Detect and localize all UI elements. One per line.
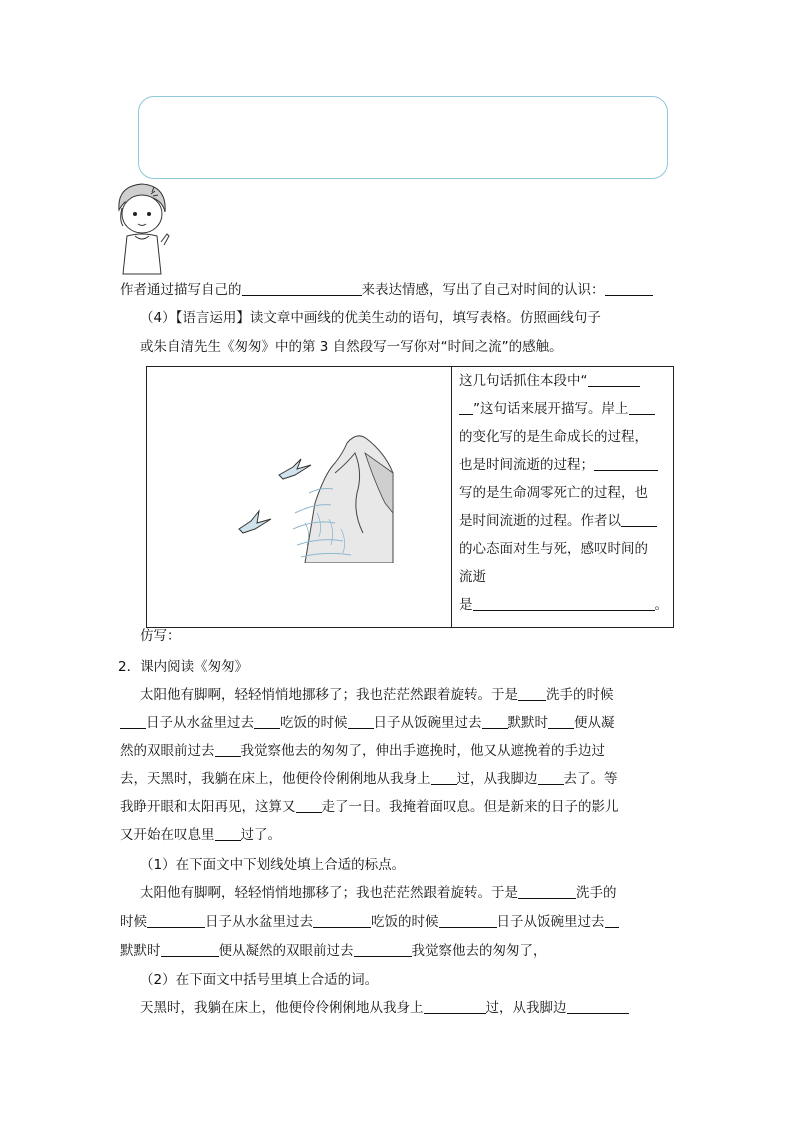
blank-underline[interactable] [518, 884, 576, 899]
q1-text: 日子从饭碗里过去 [496, 914, 605, 930]
table-cell-line [459, 511, 657, 531]
cell-text: 这几句话抓住本段中“ [459, 373, 588, 389]
q4-line-2: 或朱自清先生《匆匆》中的第 3 自然段写一写你对“时间之流”的感触。 [140, 339, 563, 355]
passage-text: 便从凝 [574, 715, 615, 731]
imitate-label: 仿写： [140, 628, 181, 644]
passage-text: 过了。 [240, 827, 281, 843]
q1-title: （1）在下面文中下划线处填上合适的标点。 [140, 857, 406, 873]
passage-text: 太阳他有脚啊，轻轻悄悄地挪移了；我也茫茫然跟着旋转。于是 [140, 687, 518, 703]
passage-line [120, 797, 619, 817]
blank-underline[interactable] [254, 714, 280, 729]
passage-text: 去，天黑时，我躺在床上，他便伶伶俐俐地从我身上 [120, 771, 431, 787]
intro-text: 作者通过描写自己的 [120, 282, 242, 298]
section-2-title: 2．课内阅读《匆匆》 [118, 659, 249, 675]
blank-underline[interactable] [296, 798, 322, 813]
blank-underline[interactable] [605, 281, 653, 296]
blank-underline[interactable] [431, 770, 457, 785]
table-cell-line: 写的是生命凋零死亡的过程，也 [459, 485, 648, 501]
q2-text: 过，从我脚边 [485, 1000, 567, 1016]
passage-text: 我觉察他去的匆匆了，伸出手遮挽时，他又从遮挽着的手边过 [240, 743, 605, 759]
passage-text: 吃饭的时候 [280, 715, 348, 731]
intro-line [120, 280, 653, 300]
blank-underline[interactable] [548, 714, 574, 729]
table-cell-line [459, 595, 668, 615]
table-cell-line: 的心态面对生与死，感叹时间的 [459, 541, 648, 557]
passage-line [120, 769, 618, 789]
cell-text: ”这句话来展开描写。岸上 [473, 401, 629, 417]
blank-underline[interactable] [605, 913, 619, 928]
blank-underline[interactable] [594, 456, 658, 471]
blank-underline[interactable] [424, 999, 486, 1014]
passage-text: 去了。等 [563, 771, 618, 787]
answer-table [146, 366, 674, 628]
q1-text: 洗手的 [576, 885, 617, 901]
passage-text: 我睁开眼和太阳再见，这算又 [120, 799, 296, 815]
q4-line-1: （4）【语言运用】读文章中画线的优美生动的语句，填写表格。仿照画线句子 [140, 310, 601, 326]
blank-underline[interactable] [242, 281, 362, 296]
q2-text: 天黑时，我躺在床上，他便伶伶俐俐地从我身上 [140, 1000, 424, 1016]
table-cell-line: 流逝 [459, 569, 486, 585]
cell-text: 是时间流逝的过程。作者以 [459, 513, 621, 529]
q1-text: 日子从水盆里过去 [205, 914, 313, 930]
blank-underline[interactable] [215, 742, 241, 757]
blank-underline[interactable] [147, 913, 205, 928]
q1-text: 默默时 [120, 943, 161, 959]
passage-text: 洗手的时候 [546, 687, 614, 703]
q1-text: 我觉察他去的匆匆了， [411, 943, 547, 959]
q1-text: 太阳他有脚啊，轻轻悄悄地挪移了；我也茫茫然跟着旋转。于是 [140, 885, 518, 901]
passage-line [120, 825, 281, 845]
blank-underline[interactable] [348, 714, 374, 729]
table-cell-line: 的变化写的是生命成长的过程， [459, 429, 648, 445]
blank-underline[interactable] [439, 913, 497, 928]
passage-text: 日子从水盆里过去 [146, 715, 254, 731]
blank-underline[interactable] [588, 372, 640, 387]
q1-text: 吃饭的时候 [371, 914, 439, 930]
q2-line [140, 998, 629, 1018]
q1-line [120, 912, 619, 932]
passage-line [140, 685, 614, 705]
table-divider [451, 367, 452, 627]
blank-underline[interactable] [215, 826, 241, 841]
blank-underline[interactable] [473, 596, 655, 611]
blank-underline[interactable] [354, 942, 412, 957]
q1-line [120, 941, 547, 961]
passage-line [120, 741, 605, 761]
blank-underline[interactable] [459, 400, 473, 415]
q2-title: （2）在下面文中括号里填上合适的词。 [140, 972, 379, 988]
blank-underline[interactable] [313, 913, 371, 928]
table-cell-line [459, 455, 658, 475]
passage-text: 默默时 [507, 715, 548, 731]
passage-text: 走了一日。我掩着面叹息。但是新来的日子的影儿 [321, 799, 619, 815]
girl-cartoon-icon [113, 180, 171, 276]
cell-text: 。 [654, 597, 668, 613]
table-cell-line [459, 399, 655, 419]
speech-bubble-answer-box [138, 96, 668, 179]
blank-underline[interactable] [482, 714, 508, 729]
blank-underline[interactable] [538, 770, 564, 785]
cell-text: 是 [459, 597, 473, 613]
passage-text: 日子从饭碗里过去 [373, 715, 482, 731]
passage-text: 过，从我脚边 [456, 771, 538, 787]
q1-text: 时候 [120, 914, 147, 930]
blank-underline[interactable] [161, 942, 219, 957]
passage-line [120, 713, 615, 733]
blank-underline[interactable] [518, 686, 546, 701]
intro-text-mid: 来表达情感，写出了自己对时间的认识： [361, 282, 605, 298]
passage-text: 然的双眼前过去 [120, 743, 215, 759]
table-cell-line [459, 371, 640, 391]
blank-underline[interactable] [621, 512, 657, 527]
q1-text: 便从凝然的双眼前过去 [218, 943, 354, 959]
blank-underline[interactable] [120, 714, 146, 729]
blank-underline[interactable] [629, 400, 655, 415]
swallow-mountain-illustration [235, 433, 395, 563]
cell-text: 也是时间流逝的过程； [459, 457, 594, 473]
blank-underline[interactable] [567, 999, 629, 1014]
q1-line [140, 883, 617, 903]
passage-text: 又开始在叹息里 [120, 827, 215, 843]
